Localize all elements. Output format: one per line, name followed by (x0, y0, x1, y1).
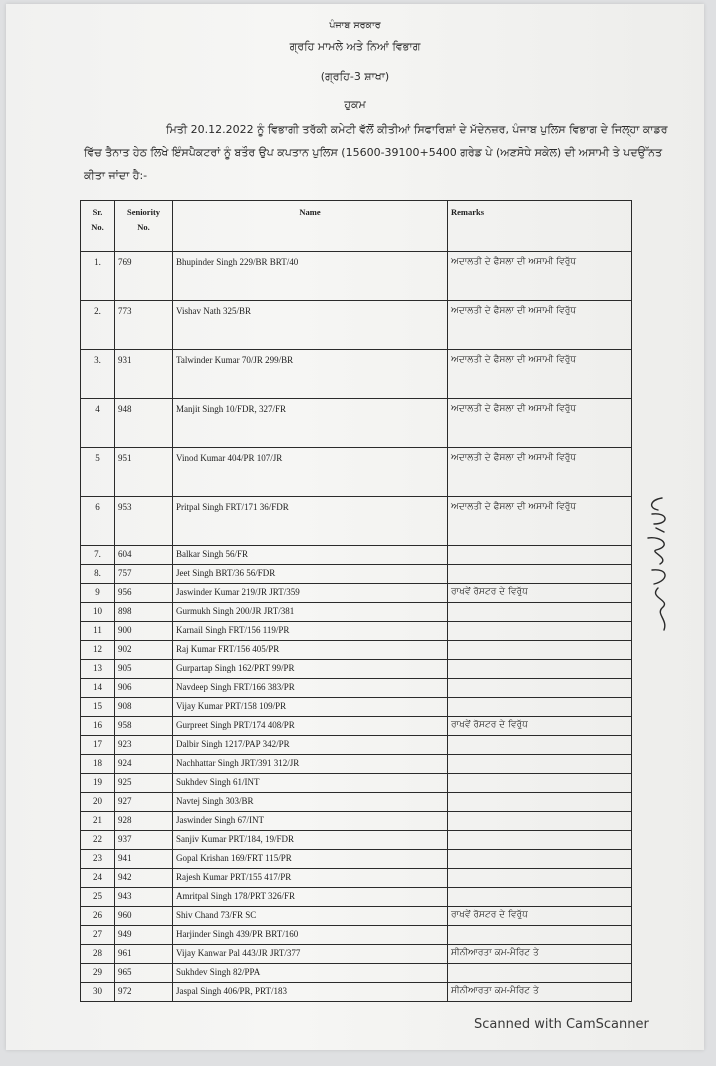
cell-remarks (448, 774, 632, 793)
cell-name: Sukhdev Singh 61/INT (173, 774, 448, 793)
cell-seniority-no: 931 (115, 350, 173, 399)
cell-remarks (448, 964, 632, 983)
cell-remarks (448, 641, 632, 660)
cell-seniority-no: 965 (115, 964, 173, 983)
cell-seniority-no: 956 (115, 584, 173, 603)
header-seniority-label: Seniority (126, 207, 161, 217)
cell-seniority-no: 949 (115, 926, 173, 945)
cell-name: Bhupinder Singh 229/BR BRT/40 (173, 252, 448, 301)
cell-seniority-no: 773 (115, 301, 173, 350)
cell-remarks (448, 831, 632, 850)
cell-sr-no: 19 (81, 774, 115, 793)
cell-seniority-no: 902 (115, 641, 173, 660)
cell-seniority-no: 925 (115, 774, 173, 793)
cell-remarks (448, 698, 632, 717)
table-row (81, 774, 632, 793)
cell-sr-no: 8. (81, 565, 115, 584)
cell-seniority-no: 960 (115, 907, 173, 926)
cell-sr-no: 2. (81, 301, 115, 350)
table-row (81, 622, 632, 641)
table-row (81, 603, 632, 622)
cell-seniority-no: 961 (115, 945, 173, 964)
cell-name: Harjinder Singh 439/PR BRT/160 (173, 926, 448, 945)
cell-remarks: ਅਦਾਲਤੀ ਦੇ ਫੈਸਲਾ ਦੀ ਅਸਾਮੀ ਵਿਰੁੱਧ (448, 448, 632, 497)
cell-sr-no: 4 (81, 399, 115, 448)
header-department: ਗ੍ਰਹਿ ਮਾਮਲੇ ਅਤੇ ਨਿਆਂ ਵਿਭਾਗ (289, 40, 421, 53)
cell-seniority-no: 905 (115, 660, 173, 679)
cell-seniority-no: 972 (115, 983, 173, 1002)
table-row (81, 399, 632, 448)
table-row (81, 869, 632, 888)
cell-sr-no: 17 (81, 736, 115, 755)
cell-sr-no: 3. (81, 350, 115, 399)
table-row (81, 679, 632, 698)
cell-name: Raj Kumar FRT/156 405/PR (173, 641, 448, 660)
cell-name: Jeet Singh BRT/36 56/FDR (173, 565, 448, 584)
cell-seniority-no: 604 (115, 546, 173, 565)
cell-seniority-no: 951 (115, 448, 173, 497)
cell-remarks: ਰਾਖਵੇਂ ਰੋਸਟਰ ਦੇ ਵਿਰੁੱਧ (448, 907, 632, 926)
table-row (81, 252, 632, 301)
table-row (81, 660, 632, 679)
cell-seniority-no: 769 (115, 252, 173, 301)
cell-seniority-no: 937 (115, 831, 173, 850)
header-seniority-label-2: No. (137, 222, 150, 232)
cell-seniority-no: 948 (115, 399, 173, 448)
cell-name: Gopal Krishan 169/FRT 115/PR (173, 850, 448, 869)
table-row (81, 497, 632, 546)
header-government: ਪੰਜਾਬ ਸਰਕਾਰ (329, 20, 381, 31)
cell-sr-no: 23 (81, 850, 115, 869)
cell-remarks (448, 926, 632, 945)
table-row (81, 793, 632, 812)
cell-sr-no: 11 (81, 622, 115, 641)
cell-name: Balkar Singh 56/FR (173, 546, 448, 565)
table-row (81, 584, 632, 603)
cell-name: Manjit Singh 10/FDR, 327/FR (173, 399, 448, 448)
cell-remarks (448, 888, 632, 907)
cell-remarks (448, 679, 632, 698)
header-sr-label-2: No. (91, 222, 104, 232)
cell-remarks (448, 812, 632, 831)
cell-name: Sukhdev Singh 82/PPA (173, 964, 448, 983)
cell-seniority-no: 924 (115, 755, 173, 774)
table-row (81, 546, 632, 565)
cell-remarks (448, 755, 632, 774)
cell-name: Jaswinder Kumar 219/JR JRT/359 (173, 584, 448, 603)
cell-remarks: ਰਾਖਵੇਂ ਰੋਸਟਰ ਦੇ ਵਿਰੁੱਧ (448, 717, 632, 736)
table-row (81, 964, 632, 983)
cell-name: Gurmukh Singh 200/JR JRT/381 (173, 603, 448, 622)
header-name: Name (173, 201, 448, 252)
cell-sr-no: 20 (81, 793, 115, 812)
document-page (6, 4, 704, 1050)
table-row (81, 831, 632, 850)
cell-remarks: ਅਦਾਲਤੀ ਦੇ ਫੈਸਲਾ ਦੀ ਅਸਾਮੀ ਵਿਰੁੱਧ (448, 399, 632, 448)
cell-seniority-no: 953 (115, 497, 173, 546)
cell-name: Pritpal Singh FRT/171 36/FDR (173, 497, 448, 546)
cell-sr-no: 25 (81, 888, 115, 907)
cell-sr-no: 7. (81, 546, 115, 565)
promotion-table (80, 200, 632, 1002)
cell-name: Vijay Kanwar Pal 443/JR JRT/377 (173, 945, 448, 964)
cell-sr-no: 21 (81, 812, 115, 831)
cell-name: Dalbir Singh 1217/PAP 342/PR (173, 736, 448, 755)
table-row (81, 755, 632, 774)
cell-sr-no: 9 (81, 584, 115, 603)
cell-seniority-no: 928 (115, 812, 173, 831)
cell-remarks: ਸੀਨੀਆਰਤਾ ਕਮ-ਮੈਰਿਟ ਤੇ (448, 945, 632, 964)
table-body (81, 252, 632, 1002)
cell-sr-no: 10 (81, 603, 115, 622)
handwritten-signature (642, 494, 682, 634)
table-row (81, 448, 632, 497)
cell-remarks (448, 660, 632, 679)
cell-name: Nachhattar Singh JRT/391 312/JR (173, 755, 448, 774)
cell-remarks: ਸੀਨੀਆਰਤਾ ਕਮ-ਮੈਰਿਟ ਤੇ (448, 983, 632, 1002)
order-intro-text: ਮਿਤੀ 20.12.2022 ਨੂੰ ਵਿਭਾਗੀ ਤਰੱਕੀ ਕਮੇਟੀ ਵੱਲੋਂ ਕੀਤੀਆਂ ਸਿਫਾਰਿਸ਼ਾਂ ਦੇ ਮੱਦੇਨਜ਼ਰ, ਪੰਜਾਬ ਪੁਲਿਸ ਵਿਭਾਗ ਦੇ ਜਿਲ੍ਹਾ ਕਾਡਰ ਵਿੱਚ ਤੈਨਾਤ ਹੇਠ ਲਿਖੇ ਇੰਸਪੈਕਟਰਾਂ ਨੂੰ ਬਤੌਰ ਉਪ ਕਪਤਾਨ ਪੁਲਿਸ (15600-39100+5400 ਗਰੇਡ ਪੇ (ਅਣਸੋਧੇ ਸਕੇਲ) ਦੀ ਅਸਾਮੀ ਤੇ ਪਦਉੱਨਤ ਕੀਤਾ ਜਾਂਦਾ ਹੈ:- (84, 123, 668, 182)
cell-remarks: ਰਾਖਵੇਂ ਰੋਸਟਰ ਦੇ ਵਿਰੁੱਧ (448, 584, 632, 603)
cell-remarks (448, 603, 632, 622)
cell-remarks (448, 546, 632, 565)
cell-remarks: ਅਦਾਲਤੀ ਦੇ ਫੈਸਲਾ ਦੀ ਅਸਾਮੀ ਵਿਰੁੱਧ (448, 252, 632, 301)
cell-seniority-no: 908 (115, 698, 173, 717)
cell-sr-no: 29 (81, 964, 115, 983)
cell-name: Vijay Kumar PRT/158 109/PR (173, 698, 448, 717)
header-seniority-no (115, 201, 173, 252)
camscanner-watermark: Scanned with CamScanner (474, 1017, 649, 1032)
cell-sr-no: 24 (81, 869, 115, 888)
cell-sr-no: 5 (81, 448, 115, 497)
cell-remarks (448, 793, 632, 812)
cell-remarks (448, 565, 632, 584)
cell-sr-no: 1. (81, 252, 115, 301)
table-row (81, 565, 632, 584)
cell-name: Navtej Singh 303/BR (173, 793, 448, 812)
cell-seniority-no: 958 (115, 717, 173, 736)
cell-name: Shiv Chand 73/FR SC (173, 907, 448, 926)
cell-sr-no: 14 (81, 679, 115, 698)
cell-name: Vishav Nath 325/BR (173, 301, 448, 350)
cell-sr-no: 26 (81, 907, 115, 926)
cell-sr-no: 13 (81, 660, 115, 679)
cell-remarks: ਅਦਾਲਤੀ ਦੇ ਫੈਸਲਾ ਦੀ ਅਸਾਮੀ ਵਿਰੁੱਧ (448, 350, 632, 399)
cell-name: Jaswinder Singh 67/INT (173, 812, 448, 831)
header-remarks: Remarks (448, 201, 632, 252)
cell-sr-no: 18 (81, 755, 115, 774)
table-row (81, 736, 632, 755)
table-row (81, 945, 632, 964)
table-row (81, 850, 632, 869)
cell-remarks (448, 736, 632, 755)
cell-sr-no: 15 (81, 698, 115, 717)
cell-name: Jaspal Singh 406/PR, PRT/183 (173, 983, 448, 1002)
cell-name: Talwinder Kumar 70/JR 299/BR (173, 350, 448, 399)
cell-seniority-no: 898 (115, 603, 173, 622)
cell-remarks: ਅਦਾਲਤੀ ਦੇ ਫੈਸਲਾ ਦੀ ਅਸਾਮੀ ਵਿਰੁੱਧ (448, 497, 632, 546)
header-sr-no (81, 201, 115, 252)
table-header-row (81, 201, 632, 252)
cell-name: Vinod Kumar 404/PR 107/JR (173, 448, 448, 497)
cell-remarks (448, 850, 632, 869)
cell-seniority-no: 923 (115, 736, 173, 755)
table-row (81, 698, 632, 717)
cell-sr-no: 30 (81, 983, 115, 1002)
cell-seniority-no: 943 (115, 888, 173, 907)
cell-name: Navdeep Singh FRT/166 383/PR (173, 679, 448, 698)
cell-name: Gurpartap Singh 162/PRT 99/PR (173, 660, 448, 679)
cell-seniority-no: 941 (115, 850, 173, 869)
cell-name: Karnail Singh FRT/156 119/PR (173, 622, 448, 641)
cell-sr-no: 28 (81, 945, 115, 964)
cell-sr-no: 22 (81, 831, 115, 850)
table-row (81, 717, 632, 736)
cell-name: Rajesh Kumar PRT/155 417/PR (173, 869, 448, 888)
table-row (81, 350, 632, 399)
table-row (81, 888, 632, 907)
cell-seniority-no: 927 (115, 793, 173, 812)
cell-seniority-no: 757 (115, 565, 173, 584)
table-row (81, 983, 632, 1002)
cell-sr-no: 6 (81, 497, 115, 546)
cell-seniority-no: 900 (115, 622, 173, 641)
table-row (81, 301, 632, 350)
table-row (81, 641, 632, 660)
table-row (81, 907, 632, 926)
cell-seniority-no: 906 (115, 679, 173, 698)
cell-remarks (448, 869, 632, 888)
header-branch: (ਗ੍ਰਹਿ-3 ਸ਼ਾਖਾ) (320, 70, 390, 83)
cell-remarks (448, 622, 632, 641)
cell-remarks: ਅਦਾਲਤੀ ਦੇ ਫੈਸਲਾ ਦੀ ਅਸਾਮੀ ਵਿਰੁੱਧ (448, 301, 632, 350)
table-row (81, 926, 632, 945)
cell-sr-no: 12 (81, 641, 115, 660)
cell-seniority-no: 942 (115, 869, 173, 888)
cell-name: Gurpreet Singh PRT/174 408/PR (173, 717, 448, 736)
cell-sr-no: 16 (81, 717, 115, 736)
cell-sr-no: 27 (81, 926, 115, 945)
cell-name: Sanjiv Kumar PRT/184, 19/FDR (173, 831, 448, 850)
header-order: ਹੁਕਮ (344, 98, 366, 111)
cell-name: Amritpal Singh 178/PRT 326/FR (173, 888, 448, 907)
header-sr-label: Sr. (92, 207, 103, 217)
table-row (81, 812, 632, 831)
